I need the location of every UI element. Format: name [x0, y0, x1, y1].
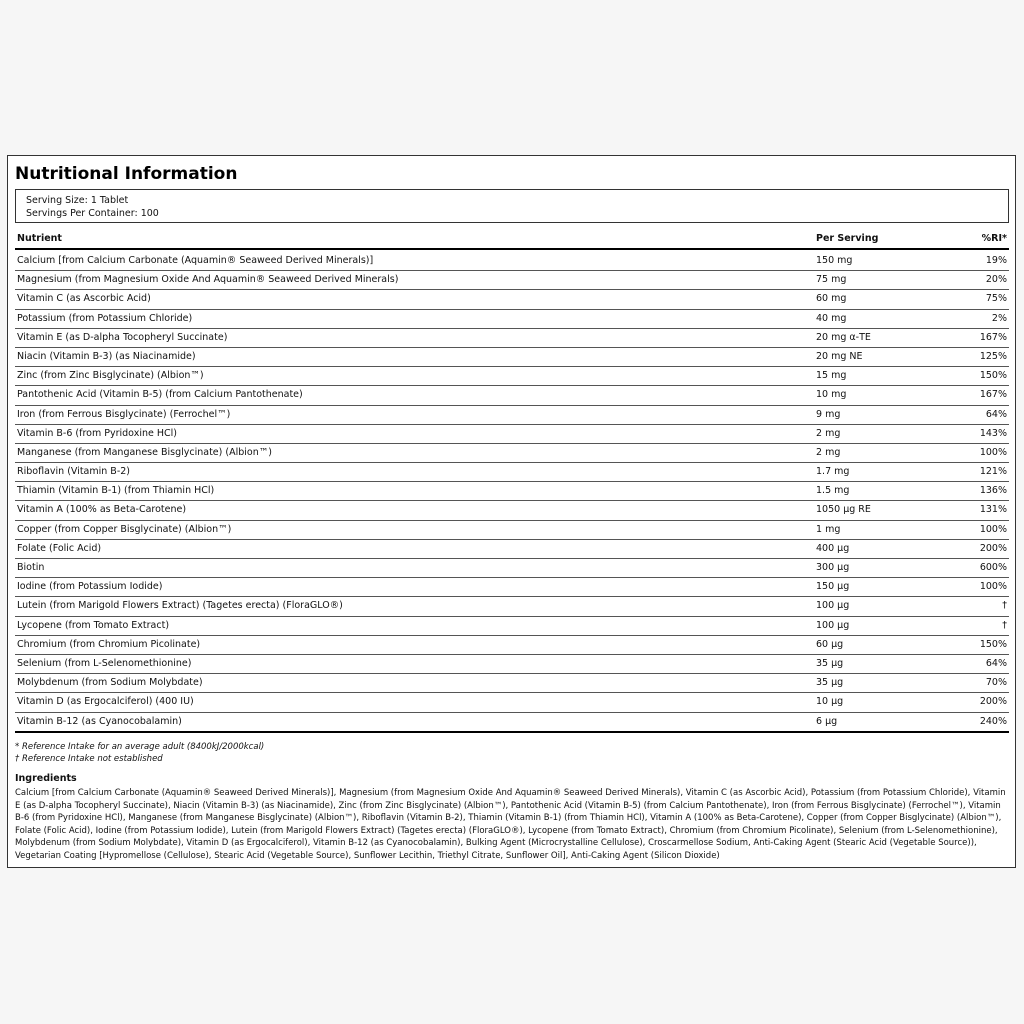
nutrient-name: Selenium (from L-Selenomethionine) — [17, 657, 192, 669]
table-row — [15, 329, 1009, 348]
table-row — [15, 617, 1009, 636]
nutrient-name: Potassium (from Potassium Chloride) — [17, 312, 193, 324]
nutrient-amount: 9 mg — [816, 408, 841, 420]
table-row — [15, 348, 1009, 367]
nutrient-amount: 1 mg — [816, 523, 841, 535]
table-row — [15, 597, 1009, 616]
nutrient-amount: 1.5 mg — [816, 485, 850, 497]
nutrient-ri: 125% — [979, 350, 1007, 362]
nutrient-name: Biotin — [17, 562, 45, 573]
nutrient-name: Vitamin B-12 (as Cyanocobalamin) — [17, 715, 182, 727]
nutrient-ri: 75% — [985, 293, 1007, 305]
nutrient-name: Lycopene (from Tomato Extract) — [17, 619, 170, 631]
nutrient-ri: 64% — [985, 408, 1007, 420]
nutrient-ri: 600% — [979, 562, 1007, 573]
nutrient-amount: 2 mg — [816, 446, 841, 458]
nutrient-amount: 60 µg — [816, 638, 844, 650]
nutrient-name: Vitamin D (as Ergocalciferol) (400 IU) — [17, 696, 194, 708]
nutrient-ri: 100% — [979, 446, 1007, 458]
nutrient-amount: 400 µg — [816, 542, 850, 554]
nutrient-ri: 131% — [979, 504, 1007, 516]
nutrient-ri: 200% — [979, 542, 1007, 554]
nutrient-name: Thiamin (Vitamin B-1) (from Thiamin HCl) — [17, 485, 215, 497]
nutrient-name: Folate (Folic Acid) — [17, 542, 102, 554]
nutrient-ri: 167% — [979, 389, 1007, 401]
nutrition-panel — [7, 155, 1016, 868]
nutrient-ri: 143% — [979, 427, 1007, 439]
table-row — [15, 367, 1009, 386]
nutrient-ri: 150% — [979, 638, 1007, 650]
nutrient-name: Riboflavin (Vitamin B-2) — [17, 466, 131, 478]
nutrient-amount: 100 µg — [816, 619, 850, 631]
nutrient-amount: 60 mg — [816, 293, 847, 305]
table-row — [15, 252, 1009, 271]
table-row — [15, 693, 1009, 712]
panel-title: Nutritional Information — [15, 164, 238, 184]
nutrient-ri: † — [1002, 600, 1007, 612]
footnote-dagger: † Reference Intake not established — [15, 754, 163, 764]
ingredients-text: Calcium [from Calcium Carbonate (Aquamin® Seaweed Derived Minerals)], Magnesium (from Magnesium Oxide And Aquamin® Seaweed Derived Minerals), Vitamin C (as Ascorbic Acid), Potassium (from Potassium Chloride), Vitamin E (as D-alpha Tocopheryl Succinate), Niacin (Vitamin B-3) (as Niacinamide), Zinc (from Zinc Bisglycinate) (Albion™), Pantothenic Acid (Vitamin B-5) (from Calcium Pantothenate), Iron (from Ferrous Bisglycinate) (Ferrochel™), Vitamin B-6 (from Pyridoxine HCl), Manganese (from Manganese Bisglycinate) (Albion™), Riboflavin (Vitamin B-2), Thiamin (Vitamin B-1) (from Thiamin HCl), Vitamin A (100% as Beta-Carotene), Copper (from Copper Bisglycinate) (Albion™), Folate (Folic Acid), Iodine (from Potassium Iodide), Lutein (from Marigold Flowers Extract) (Tagetes erecta) (FloraGLO®), Lycopene (from Tomato Extract), Chromium (from Chromium Picolinate), Selenium (from L-Selenomethionine), Molybdenum (from Sodium Molybdate), Vitamin D (as Ergocalciferol), Vitamin B-12 (as Cyanocobalamin), Bulking Agent (Microcrystalline Cellulose), Croscarmellose Sodium, Anti-Caking Agent (Stearic Acid (Vegetable Source)), Vegetarian Coating [Hypromellose (Cellulose), Stearic Acid (Vegetable Source), Sunflower Lecithin, Triethyl Citrate, Sunflower Oil], Anti-Caking Agent (Silicon Dioxide) — [15, 788, 1006, 861]
nutrient-name: Vitamin E (as D-alpha Tocopheryl Succinate) — [17, 331, 228, 343]
header-ri: %RI* — [981, 233, 1007, 244]
nutrient-amount: 10 µg — [816, 696, 844, 708]
nutrient-ri: 200% — [979, 696, 1007, 708]
nutrient-name: Copper (from Copper Bisglycinate) (Albion™) — [17, 523, 232, 535]
table-row — [15, 578, 1009, 597]
nutrient-ri: † — [1002, 619, 1007, 631]
nutrient-amount: 40 mg — [816, 312, 847, 324]
nutrient-ri: 20% — [985, 274, 1007, 286]
table-row — [15, 540, 1009, 559]
header-per-serving: Per Serving — [816, 233, 879, 244]
nutrient-name: Zinc (from Zinc Bisglycinate) (Albion™) — [17, 370, 204, 382]
table-row — [15, 674, 1009, 693]
table-row — [15, 636, 1009, 655]
nutrient-amount: 300 µg — [816, 562, 850, 573]
serving-size: Serving Size: 1 Tablet — [26, 195, 129, 206]
table-row — [15, 444, 1009, 463]
table-row — [15, 463, 1009, 482]
nutrient-ri: 240% — [979, 715, 1007, 727]
nutrient-ri: 136% — [979, 485, 1007, 497]
nutrient-ri: 64% — [985, 657, 1007, 669]
nutrient-amount: 10 mg — [816, 389, 847, 401]
nutrient-amount: 150 µg — [816, 581, 850, 593]
nutrient-name: Lutein (from Marigold Flowers Extract) (Tagetes erecta) (FloraGLO®) — [17, 600, 343, 612]
servings-per-container: Servings Per Container: 100 — [26, 208, 159, 219]
nutrient-ri: 100% — [979, 581, 1007, 593]
nutrient-ri: 167% — [979, 331, 1007, 343]
nutrient-amount: 75 mg — [816, 274, 847, 286]
nutrient-name: Vitamin A (100% as Beta-Carotene) — [17, 504, 187, 516]
table-row — [15, 482, 1009, 501]
table-row — [15, 521, 1009, 540]
nutrient-amount: 15 mg — [816, 370, 847, 382]
nutrient-ri: 2% — [991, 312, 1007, 324]
nutrient-ri: 100% — [979, 523, 1007, 535]
nutrient-ri: 121% — [979, 466, 1007, 478]
footnotes — [15, 741, 264, 765]
nutrient-amount: 2 mg — [816, 427, 841, 439]
table-row — [15, 501, 1009, 520]
table-row — [15, 559, 1009, 578]
nutrient-name: Iodine (from Potassium Iodide) — [17, 581, 163, 593]
table-row — [15, 290, 1009, 309]
nutrient-name: Niacin (Vitamin B-3) (as Niacinamide) — [17, 350, 196, 362]
nutrient-amount: 20 mg α-TE — [816, 331, 871, 343]
nutrient-name: Molybdenum (from Sodium Molybdate) — [17, 677, 203, 689]
table-row — [15, 406, 1009, 425]
table-row — [15, 310, 1009, 329]
nutrient-name: Magnesium (from Magnesium Oxide And Aquamin® Seaweed Derived Minerals) — [17, 274, 399, 286]
header-nutrient: Nutrient — [17, 233, 62, 244]
nutrient-name: Chromium (from Chromium Picolinate) — [17, 638, 201, 650]
nutrient-ri: 150% — [979, 370, 1007, 382]
nutrient-name: Calcium [from Calcium Carbonate (Aquamin® Seaweed Derived Minerals)] — [17, 255, 374, 266]
nutrient-name: Vitamin C (as Ascorbic Acid) — [17, 293, 151, 305]
nutrient-amount: 35 µg — [816, 657, 844, 669]
nutrient-amount: 1.7 mg — [816, 466, 850, 478]
nutrient-name: Iron (from Ferrous Bisglycinate) (Ferrochel™) — [17, 408, 231, 420]
nutrient-ri: 19% — [985, 255, 1007, 266]
nutrient-amount: 100 µg — [816, 600, 850, 612]
nutrient-name: Vitamin B-6 (from Pyridoxine HCl) — [17, 427, 177, 439]
nutrient-name: Manganese (from Manganese Bisglycinate) (Albion™) — [17, 446, 272, 458]
ingredients-title: Ingredients — [15, 773, 77, 784]
table-row — [15, 271, 1009, 290]
nutrient-amount: 6 µg — [816, 715, 838, 727]
nutrient-amount: 20 mg NE — [816, 350, 863, 362]
nutrient-amount: 1050 µg RE — [816, 504, 871, 516]
nutrient-table-body — [15, 252, 1009, 733]
table-row — [15, 425, 1009, 444]
table-row — [15, 655, 1009, 674]
nutrient-amount: 150 mg — [816, 255, 853, 266]
serving-info-box — [15, 189, 1009, 223]
nutrient-ri: 70% — [985, 677, 1007, 689]
table-header — [15, 229, 1009, 250]
nutrient-name: Pantothenic Acid (Vitamin B-5) (from Calcium Pantothenate) — [17, 389, 303, 401]
nutrient-amount: 35 µg — [816, 677, 844, 689]
table-row — [15, 713, 1009, 731]
table-row — [15, 386, 1009, 405]
footnote-ri: * Reference Intake for an average adult (8400kJ/2000kcal) — [15, 742, 265, 752]
